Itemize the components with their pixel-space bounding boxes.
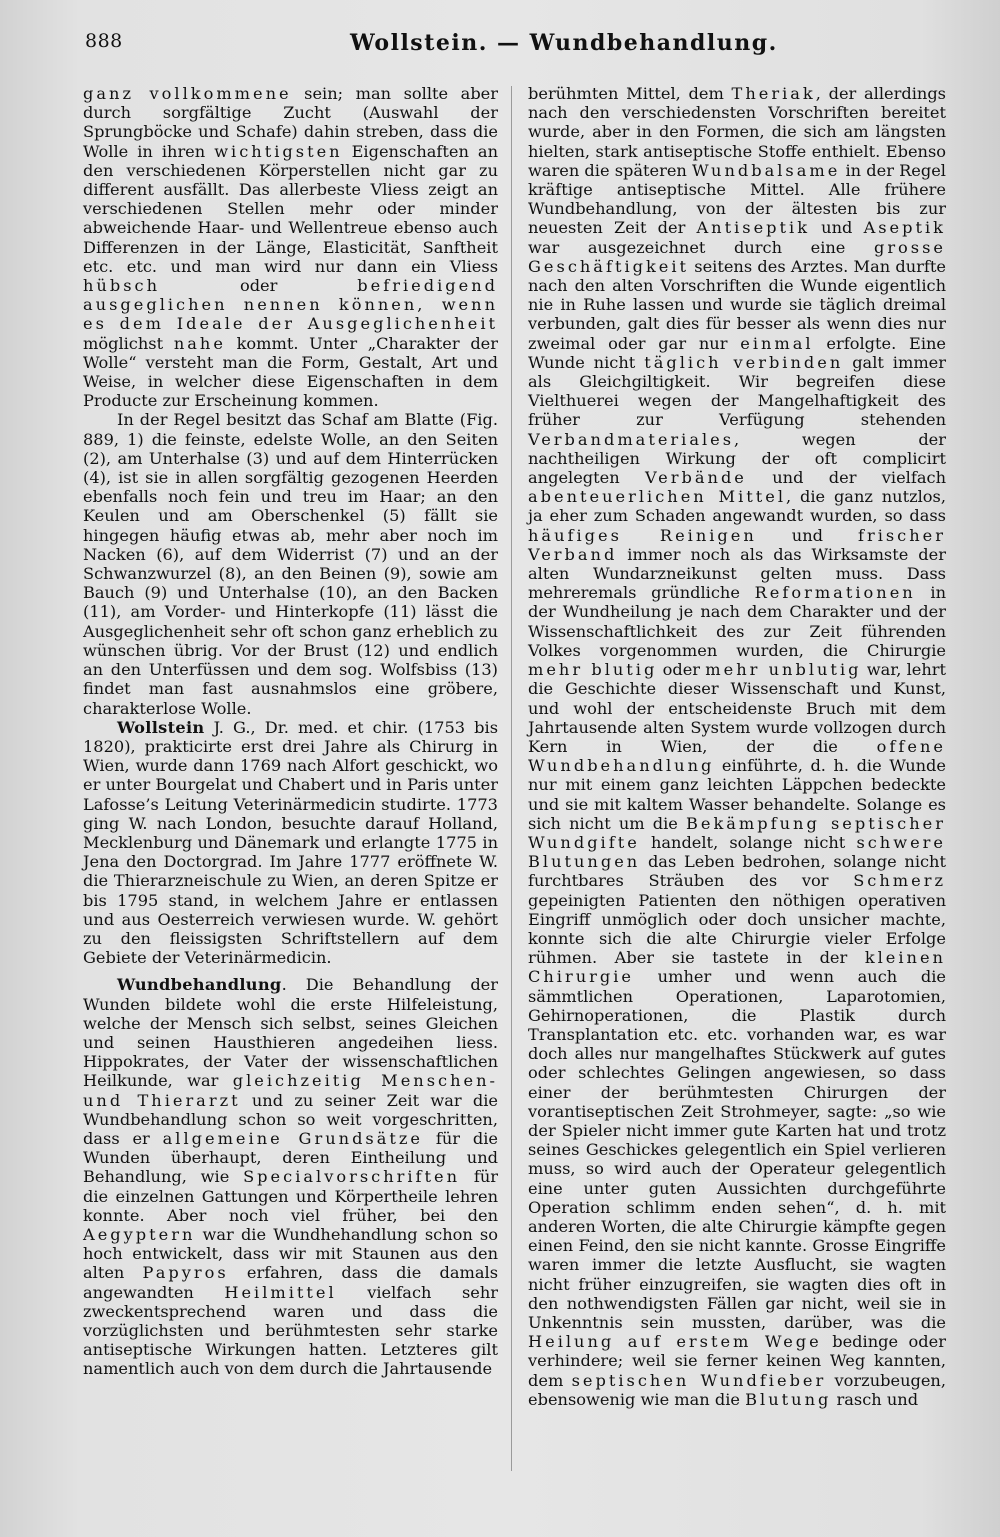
spaced-emphasis: Verbände: [644, 468, 747, 488]
text-run: berühmten Mittel, dem: [528, 84, 732, 103]
text-run: galt immer als Gleichgiltigkeit. Wir begreifen diese Vielthuerei wegen der Mangelhaftigkeit des früher zur Verfügung stehenden: [528, 352, 946, 430]
page-header: [85, 28, 930, 62]
spaced-emphasis: Specialvorschriften: [243, 1167, 461, 1187]
spaced-emphasis: Bekämpfung septischer Wundgifte: [528, 813, 946, 852]
spaced-emphasis: allgemeine Grundsätze: [162, 1128, 423, 1148]
text-run: oder: [657, 660, 706, 680]
spaced-emphasis: schwere Blutungen: [528, 832, 946, 872]
text-run: möglichst: [83, 333, 174, 353]
spaced-emphasis: Wundbalsame: [692, 160, 841, 180]
spaced-emphasis: mehr blutig: [528, 660, 658, 680]
spaced-emphasis: Aegyptern: [83, 1224, 196, 1244]
paragraph-wundbehandlung-continued: [528, 84, 946, 1409]
text-run: in der Regel kräftige antiseptische Mittel. Alle frühere Wundbehandlung, von der ältesten bis zur neuesten Zeit der: [528, 160, 946, 238]
text-run: gepeinigten Patienten den nöthigen operativen Eingriff unmöglich oder doch unsicher machte, konnte sich die alte Chirurgie vieler Erfolge rühmen. Aber sie tastete in der: [528, 890, 946, 968]
text-run: rasch und: [831, 1389, 919, 1409]
text-run: vielfach sehr zweckentsprechend waren und dass die vorzüglichsten und berühmtesten sehr starke antiseptische Wirkungen hatten. Letzteres gilt namentlich auch von dem durch die Jahrtausende: [83, 1282, 498, 1379]
running-head: Wollstein. — Wundbehandlung.: [350, 30, 778, 56]
text-run: oder: [160, 276, 358, 296]
text-run: und: [810, 218, 864, 238]
text-run: erfolgte. Eine Wunde nicht: [528, 333, 946, 372]
spaced-emphasis: Heilmittel: [224, 1282, 337, 1302]
spaced-emphasis: hübsch: [83, 276, 161, 296]
text-run: sein; man sollte aber durch sorgfältige Zucht (Auswahl der Sprungböcke und Schafe) dahin streben, dass die Wolle in ihren: [83, 84, 498, 161]
spaced-emphasis: wichtigsten: [214, 141, 343, 161]
text-run: seitens des Arztes. Man durfte nach den alten Vorschriften die Wunde eigentlich nie in Ruhe lassen und wurde sie täglich dreimal verbunden, galt dies für besser als wenn dies nur zweimal oder gar nur: [528, 256, 946, 353]
text-run: kommt. Unter „Charakter der Wolle“ versteht man die Form, Gestalt, Art und Weise, in welcher diese Eigenschaften in dem Producte zur Erscheinung kommen.: [83, 333, 498, 411]
spaced-emphasis: Reformationen: [754, 583, 916, 603]
text-run: und zu seiner Zeit war die Wundbehandlung schon so weit vorgeschritten, dass er: [83, 1090, 498, 1148]
spaced-emphasis: Antiseptik: [696, 218, 811, 238]
text-run: , der allerdings nach den verschiedensten Vorschriften bereitet wurde, aber in den Formen, die sich am längsten hielten, stark antiseptische Stoffe enthielt. Ebenso waren die späteren: [528, 84, 946, 180]
spaced-emphasis: kleinen Chirurgie: [528, 948, 946, 987]
spaced-emphasis: frischer Verband: [528, 525, 946, 564]
text-run: das Leben bedrohen, solange nicht furchtbares Sträuben des vor: [528, 852, 946, 891]
spaced-emphasis: Aseptik: [863, 218, 946, 238]
entry-wollstein: [83, 718, 498, 968]
text-run: einführte, d. h. die Wunde nur mit einem ganz leichten Läppchen bedeckte und sie mit kaltem Wasser behandelte. Solange es sich nicht um die: [528, 756, 946, 833]
paragraph-wool-quality: [83, 84, 498, 410]
text-run: für die einzelnen Gattungen und Körpertheile lehren konnte. Aber noch viel früher, bei den: [83, 1167, 498, 1225]
paragraph-sheep-regions: In der Regel besitzt das Schaf am Blatte (Fig. 889, 1) die feinste, edelste Wolle, an den Seiten (2), am Unterhalse (3) und auf dem Hinterrücken (4), ist sie in allen sorgfältig gezogenen Heerden ebenfalls noch fein und treu im Haar; an den Keulen und am Oberschenkel (5) fällt sie hingegen häufig etwas ab, mehr aber noch im Nacken (6), auf dem Widerrist (7) und an der Schwanzwurzel (8), an den Beinen (9), sowie am Bauch (9) und Unterhalse (10), an den Backen (11), am Vorder- und Hinterkopfe (11) lässt die Ausgeglichenheit sehr oft schon ganz erheblich zu wünschen übrig. Vor der Brust (12) und endlich an den Unterfüssen und dem sog. Wolfsbiss (13) findet man fast ausnahmslos eine gröbere, charakterlose Wolle.: [83, 410, 498, 718]
spaced-emphasis: Blutung: [745, 1389, 832, 1409]
right-column: [528, 84, 946, 1409]
text-run: und: [756, 525, 858, 545]
spaced-emphasis: Schmerz: [853, 871, 946, 891]
spaced-emphasis: ganz vollkommene: [83, 84, 292, 103]
text-run: bedinge oder verhindere; weil sie ferner keinen Weg kannten, dem: [528, 1332, 946, 1390]
text-run: umher und wenn auch die sämmtlichen Operationen, Laparotomien, Gehirnoperationen, die Plastik durch Transplantation etc. etc. vorhanden war, es war doch alles nur mangelhaftes Stückwerk auf gutes oder schlechtes Gelingen angewiesen, so dass einer der berühmtesten Chirurgen der vorantiseptischen Zeit Strohmeyer, sagte: „so wie der Spieler nicht immer gute Karten hat und trotz seines Geschickes gelegentlich ein Spiel verlieren muss, so wird auch der Operateur gelegentlich eine unter guten Aussichten durchgeführte Operation schlimm enden sehen“, d. h. mit anderen Worten, die alte Chirurgie kämpfte gegen einen Feind, den sie nicht kannte. Grosse Eingriffe waren immer die letzte Ausflucht, sie wagten nicht früher einzugreifen, sie wagten dies oft in den nothwendigsten Fällen gar nicht, weil sie in Unkenntnis sein mussten, darüber, was die: [528, 967, 946, 1332]
text-run: Eigenschaften an den verschiedenen Körperstellen nicht gar zu different ausfällt. Das allerbeste Vliess zeigt an verschiedenen Stellen mehr oder minder abweichende Haar- und Wellentreue ebenso auch Differenzen in der Länge, Elasticität, Sanftheit etc. etc. und man wird nur dann ein Vliess: [83, 141, 498, 276]
spaced-emphasis: Heilung auf erstem Wege: [528, 1332, 822, 1352]
spaced-emphasis: abenteuerlichen Mittel: [528, 487, 787, 507]
spaced-emphasis: Theriak: [731, 84, 816, 103]
text-run: . Die Behandlung der Wunden bildete wohl die erste Hilfeleistung, welche der Mensch sich selbst, seines Gleichen und seinen Hausthieren angedeihen liess. Hippokrates, der Vater der wissenschaftlichen Heilkunde, war: [83, 975, 498, 1091]
page-number: 888: [85, 30, 123, 52]
spaced-emphasis: häufiges Reinigen: [528, 525, 757, 545]
text-run: war, lehrt die Geschichte dieser Wissenschaft und Kunst, und wohl der entscheidenste Bruch mit dem Jahrtausende alten System wurde vollzogen durch Kern in Wien, der die: [528, 660, 947, 756]
entry-heading-wollstein: Wollstein: [117, 717, 205, 737]
spaced-emphasis: Papyros: [142, 1263, 229, 1283]
text-run: erfahren, dass die damals angewandten: [83, 1263, 498, 1302]
text-run: , wegen der nachtheiligen Wirkung der oft complicirt angelegten: [528, 429, 946, 488]
entry-heading: Wundbehandlung: [117, 975, 282, 995]
entry-wundbehandlung: [83, 975, 498, 1378]
left-column: [83, 84, 498, 1379]
entry-text-wollstein: J. G., Dr. med. et chir. (1753 bis 1820), prakticirte erst drei Jahre als Chirurg in Wien, wurde dann 1769 nach Alfort geschickt, wo er unter Bourgelat und Chabert und in Paris unter Lafosse’s Leitung Veterinärmedicin studirte. 1773 ging W. nach London, besuchte darauf Holland, Mecklenburg und Dänemark und erlangte 1775 in Jena den Doctorgrad. Im Jahre 1777 eröffnete W. die Thierarzneischule zu Wien, an deren Spitze er bis 1795 stand, in welchem Jahre er entlassen und aus Oesterreich verwiesen wurde. W. gehört zu den fleissigsten Schriftstellern auf dem Gebiete der Veterinärmedicin.: [83, 717, 498, 968]
spaced-emphasis: gleichzeitig Menschen- und Thierarzt: [83, 1071, 498, 1110]
text-run: , die ganz nutzlos, ja eher zum Schaden angewandt wurden, so dass: [528, 487, 946, 526]
spaced-emphasis: mehr unblutig: [705, 660, 862, 680]
spaced-emphasis: befriedigend ausgeglichen nennen können, wenn es dem Ideale der Ausgeglichenheit: [83, 276, 498, 334]
spaced-emphasis: nahe: [173, 333, 226, 353]
text-run: immer noch als das Wirksamste der alten Wundarzneikunst gelten muss. Dass mehreremals gründliche: [528, 544, 946, 603]
text-run: handelt, solange nicht: [639, 832, 857, 852]
text-run: in der Wundheilung je nach dem Charakter und der Wissenschaftlichkeit des zur Zeit führenden Volkes vorgenommen wurden, die Chirurgie: [528, 583, 946, 660]
text-run: war ausgezeichnet durch eine: [528, 237, 874, 257]
spaced-emphasis: offene Wundbehandlung: [528, 736, 946, 776]
text-run: vorzubeugen, ebensowenig wie man die: [528, 1370, 947, 1409]
spaced-emphasis: einmal: [740, 333, 814, 353]
spaced-emphasis: täglich verbinden: [644, 352, 844, 372]
spaced-emphasis: septischen Wundfieber: [571, 1370, 827, 1390]
column-rule: [511, 86, 512, 1471]
text-run: und der vielfach: [746, 468, 946, 488]
text-run: für die Wunden überhaupt, deren Eintheilung und Behandlung, wie: [83, 1128, 498, 1187]
text-run: war die Wundhehandlung schon so hoch entwickelt, dass wir mit Staunen aus den alten: [83, 1224, 498, 1283]
spaced-emphasis: Verbandmateriales: [528, 429, 735, 449]
spaced-emphasis: grosse Geschäftigkeit: [528, 237, 946, 276]
